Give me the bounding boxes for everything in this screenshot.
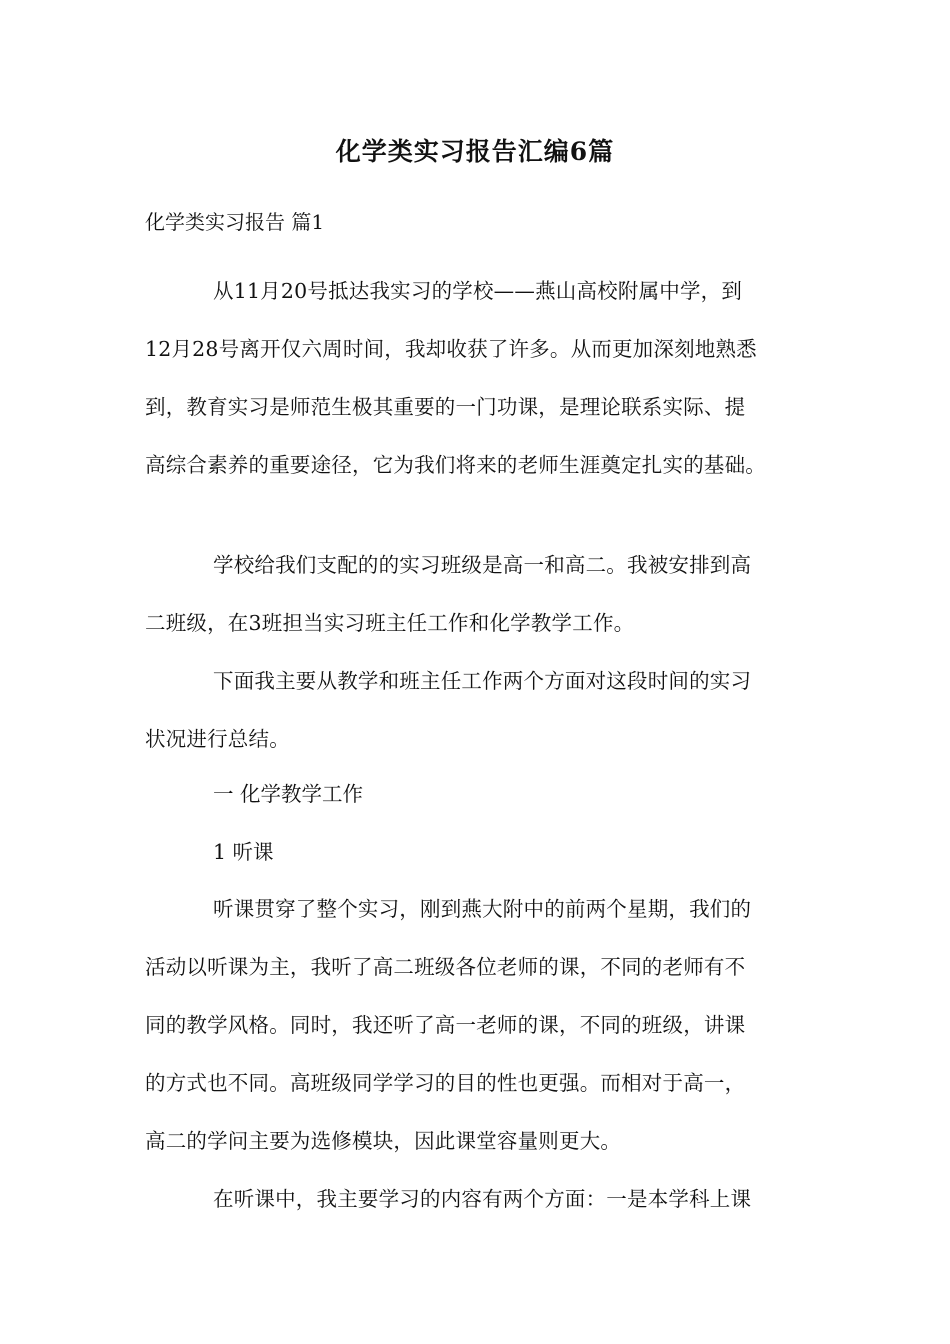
- paragraph-line: 同的教学风格。同时，我还听了高一老师的课，不同的班级，讲课: [145, 1013, 746, 1037]
- paragraph-4: [145, 880, 825, 1170]
- paragraph-line: 听课贯穿了整个实习，刚到燕大附中的前两个星期，我们的: [213, 897, 752, 921]
- paragraph-line: 状况进行总结。: [145, 727, 290, 751]
- paragraph-line: 活动以听课为主，我听了高二班级各位老师的课，不同的老师有不: [145, 955, 746, 979]
- paragraph-3: [145, 652, 825, 768]
- paragraph-2: [145, 536, 825, 652]
- paragraph-line: 在听课中，我主要学习的内容有两个方面：一是本学科上课: [213, 1187, 752, 1211]
- section-heading: 化学类实习报告 篇1: [145, 210, 325, 234]
- paragraph-line: 从11月20号抵达我实习的学校——燕山高校附属中学，到: [213, 279, 743, 303]
- paragraph-line: 高综合素养的重要途径，它为我们将来的老师生涯奠定扎实的基础。: [145, 453, 766, 477]
- paragraph-line: 学校给我们支配的的实习班级是高一和高二。我被安排到高: [213, 553, 752, 577]
- paragraph-line: 高二的学问主要为选修模块，因此课堂容量则更大。: [145, 1129, 622, 1153]
- subheading-chemistry-teaching: 一 化学教学工作: [213, 782, 364, 806]
- paragraph-line: 的方式也不同。高班级同学学习的目的性也更强。而相对于高一，: [145, 1071, 746, 1095]
- paragraph-line: 下面我主要从教学和班主任工作两个方面对这段时间的实习: [213, 669, 752, 693]
- paragraph-line: 12月28号离开仅六周时间，我却收获了许多。从而更加深刻地熟悉: [145, 337, 757, 361]
- paragraph-1: [145, 262, 825, 494]
- paragraph-5: [145, 1170, 825, 1228]
- paragraph-line: 到，教育实习是师范生极其重要的一门功课，是理论联系实际、提: [145, 395, 746, 419]
- subheading-lecture-listening: 1 听课: [213, 840, 274, 864]
- document-title: 化学类实习报告汇编6篇: [335, 137, 615, 166]
- paragraph-line: 二班级，在3班担当实习班主任工作和化学教学工作。: [145, 611, 635, 635]
